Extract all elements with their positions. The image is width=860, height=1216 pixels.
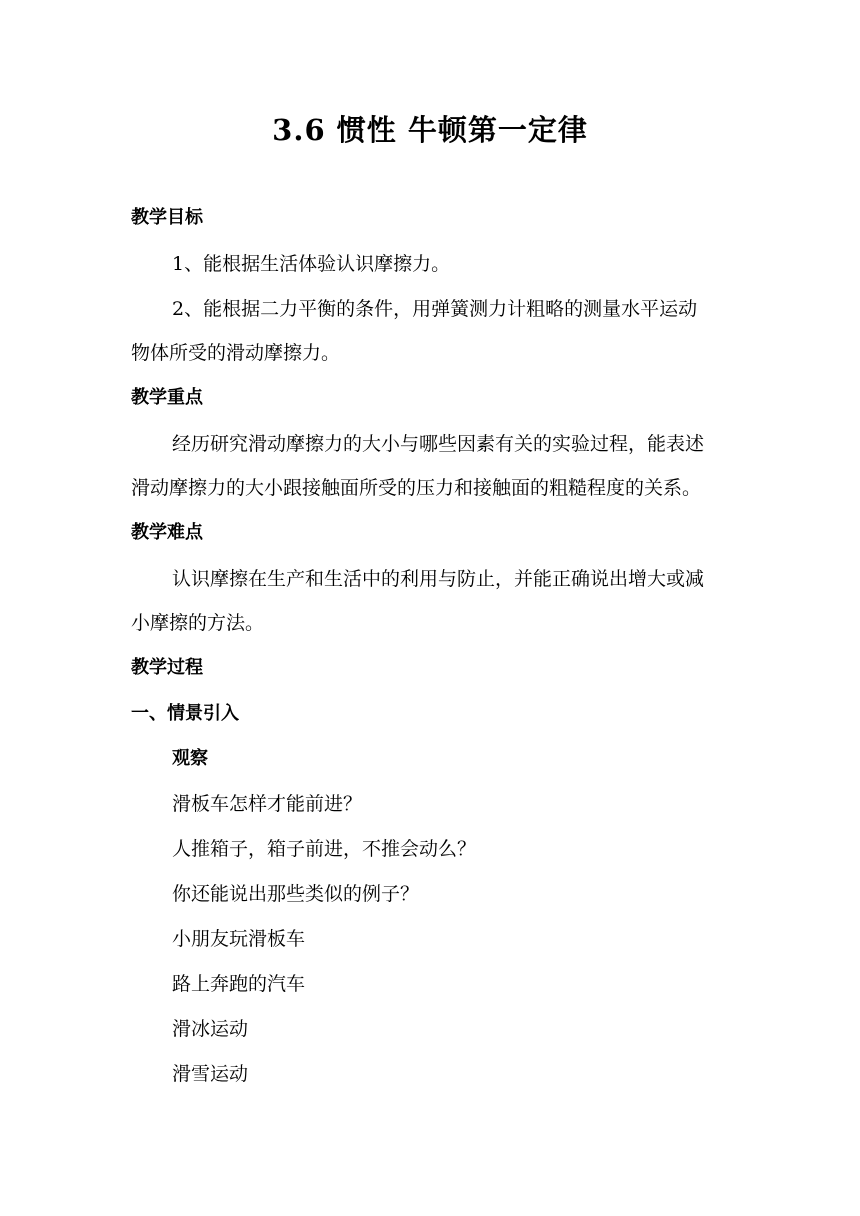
process-heading: 教学过程 xyxy=(131,657,203,678)
objective-2-line-1: 2、能根据二力平衡的条件，用弹簧测力计粗略的测量水平运动 xyxy=(172,298,698,320)
difficulties-line-1: 认识摩擦在生产和生活中的利用与防止，并能正确说出增大或减 xyxy=(172,568,705,590)
key-points-heading: 教学重点 xyxy=(131,387,203,408)
section-1-heading: 一、情景引入 xyxy=(131,703,239,724)
list-item: 路上奔跑的汽车 xyxy=(172,973,306,995)
list-item: 人推箱子，箱子前进，不推会动么？ xyxy=(172,838,477,860)
key-points-line-1: 经历研究滑动摩擦力的大小与哪些因素有关的实验过程，能表述 xyxy=(172,433,705,455)
difficulties-heading: 教学难点 xyxy=(131,522,203,543)
list-item: 你还能说出那些类似的例子？ xyxy=(172,883,420,905)
list-item: 滑板车怎样才能前进？ xyxy=(172,793,363,815)
objective-1: 1、能根据生活体验认识摩擦力。 xyxy=(172,253,451,275)
difficulties-line-2: 小摩擦的方法。 xyxy=(131,612,265,634)
objective-2-line-2: 物体所受的滑动摩擦力。 xyxy=(131,342,341,364)
key-points-line-2: 滑动摩擦力的大小跟接触面所受的压力和接触面的粗糙程度的关系。 xyxy=(131,477,702,499)
document-title: 3.6 惯性 牛顿第一定律 xyxy=(272,113,588,147)
objectives-heading: 教学目标 xyxy=(131,207,203,228)
list-item: 小朋友玩滑板车 xyxy=(172,928,306,950)
list-item: 滑冰运动 xyxy=(172,1018,249,1040)
observe-heading: 观察 xyxy=(172,748,208,769)
list-item: 滑雪运动 xyxy=(172,1063,249,1085)
